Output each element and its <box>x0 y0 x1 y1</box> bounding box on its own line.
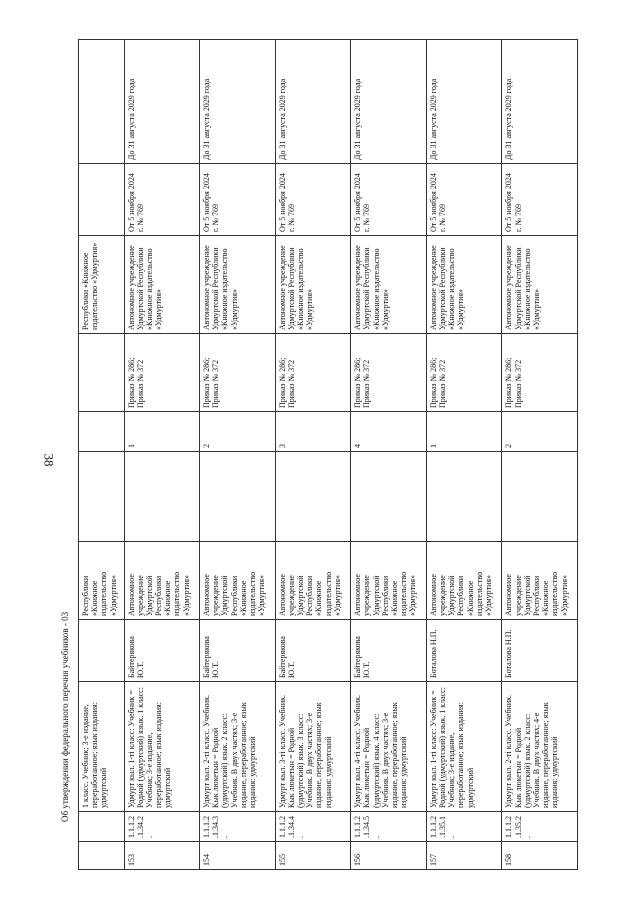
table-row <box>275 40 351 870</box>
cell-order: Приказ № 286; Приказ № 372 <box>200 334 276 412</box>
cell-publisher: Автономное учреждение Удмуртской Республики «Книжное издательство «Удмуртия» <box>426 542 502 620</box>
cell-term <box>79 40 125 164</box>
cell-date: От 5 ноября 2024 г. № 769 <box>351 164 427 236</box>
cell-order: Приказ № 286; Приказ № 372 <box>502 334 578 412</box>
cell-rights: Автономное учреждение Удмуртской Республики «Книжное издательство «Удмуртия» <box>200 236 276 334</box>
cell-date: От 5 ноября 2024 г. № 769 <box>275 164 351 236</box>
cell-author: Боталова Н.П. <box>426 620 502 682</box>
cell-code <box>79 812 125 842</box>
cell-term: До 31 августа 2029 года <box>124 40 200 164</box>
cell-title: 1 класс. Учебник; 3-е издание, переработанное; язык издания: удмуртский <box>79 682 125 812</box>
cell-rights: Автономное учреждение Удмуртской Республики «Книжное издательство «Удмуртия» <box>124 236 200 334</box>
cell-code: 1.1.1.2.1.35.1. <box>426 812 502 842</box>
cell-part: 2 <box>502 412 578 452</box>
cell-date: От 5 ноября 2024 г. № 769 <box>200 164 276 236</box>
registry-table <box>78 39 578 870</box>
cell-publisher: Республики «Книжное издательство «Удмуртия» <box>79 542 125 620</box>
cell-date <box>79 164 125 236</box>
registry-table-wrapper <box>78 40 578 870</box>
table-row <box>200 40 276 870</box>
cell-part: 4 <box>351 412 427 452</box>
table-row <box>351 40 427 870</box>
cell-title: Удмурт кыл. 2-ті класс. Учебник. Кык люкетын = Родной (удмуртский) язык. 2 класс: Учебник. В двух частях; 4-е издание, переработанное; язык издания: удмуртский <box>502 682 578 812</box>
cell-empty <box>351 452 427 542</box>
cell-title: Удмурт кыл. 1-ті класс: Учебник = Родной (удмуртский) язык. 1 класс: Учебник; 3-е издание, переработанное; язык издания: удмуртский <box>426 682 502 812</box>
cell-rights: Автономное учреждение Удмуртской Республики «Книжное издательство «Удмуртия» <box>351 236 427 334</box>
cell-term: До 31 августа 2029 года <box>200 40 276 164</box>
cell-rights: Республики «Книжное издательство «Удмуртия» <box>79 236 125 334</box>
cell-code: 1.1.1.2.1.35.2. <box>502 812 578 842</box>
cell-author: Боталова Н.П. <box>502 620 578 682</box>
cell-rights: Автономное учреждение Удмуртской Республики «Книжное издательство «Удмуртия» <box>275 236 351 334</box>
cell-order: Приказ № 286; Приказ № 372 <box>426 334 502 412</box>
cell-empty <box>124 452 200 542</box>
cell-title: Удмурт кыл. 4-ті класс. Учебник. Кык люкетын = Родной (удмуртский) язык. 4 класс: Учебник. В двух частях; 3-е издание, переработанное; язык издания: удмуртский <box>351 682 427 812</box>
table-row <box>502 40 578 870</box>
cell-empty <box>502 452 578 542</box>
cell-num: 157 <box>426 842 502 870</box>
cell-order <box>79 334 125 412</box>
cell-rights: Автономное учреждение Удмуртской Республики «Книжное издательство «Удмуртия» <box>426 236 502 334</box>
cell-publisher: Автономное учреждение Удмуртской Республики «Книжное издательство «Удмуртия» <box>124 542 200 620</box>
cell-author: Байтерякова Ю.Т. <box>351 620 427 682</box>
cell-term: До 31 августа 2029 года <box>502 40 578 164</box>
cell-num: 156 <box>351 842 427 870</box>
table-row <box>426 40 502 870</box>
cell-author: Байтерякова Ю.Т. <box>275 620 351 682</box>
cell-part: 3 <box>275 412 351 452</box>
cell-num: 155 <box>275 842 351 870</box>
cell-author: Байтерякова Ю.Т. <box>124 620 200 682</box>
cell-publisher: Автономное учреждение Удмуртской Республики «Книжное издательство «Удмуртия» <box>275 542 351 620</box>
cell-order: Приказ № 286; Приказ № 372 <box>124 334 200 412</box>
cell-code: 1.1.1.2.1.34.5. <box>351 812 427 842</box>
cell-empty <box>200 452 276 542</box>
cell-order: Приказ № 286; Приказ № 372 <box>275 334 351 412</box>
cell-empty <box>426 452 502 542</box>
cell-term: До 31 августа 2029 года <box>275 40 351 164</box>
cell-title: Удмурт кыл. 1-ті класс: Учебник = Родной (удмуртский) язык. 1 класс: Учебник; 3-е издание, переработанное; язык издания: удмуртский <box>124 682 200 812</box>
cell-date: От 5 ноября 2024 г. № 769 <box>426 164 502 236</box>
cell-num <box>79 842 125 870</box>
footer-text: Об утверждении федерального перечня учебников - 03 <box>60 611 70 822</box>
cell-part <box>79 412 125 452</box>
cell-code: 1.1.1.2.1.34.4. <box>275 812 351 842</box>
cell-publisher: Автономное учреждение Удмуртской Республики «Книжное издательство «Удмуртия» <box>200 542 276 620</box>
cell-publisher: Автономное учреждение Удмуртской Республики «Книжное издательство «Удмуртия» <box>502 542 578 620</box>
cell-code: 1.1.1.2.1.34.3. <box>200 812 276 842</box>
cell-date: От 5 ноября 2024 г. № 769 <box>124 164 200 236</box>
cell-part: 2 <box>200 412 276 452</box>
cell-publisher: Автономное учреждение Удмуртской Республики «Книжное издательство «Удмуртия» <box>351 542 427 620</box>
cell-author: Байтерякова Ю.Т. <box>200 620 276 682</box>
cell-num: 158 <box>502 842 578 870</box>
cell-term: До 31 августа 2029 года <box>351 40 427 164</box>
cell-title: Удмурт кыл. 2-ті класс. Учебник. Кык люкетын = Родной (удмуртский) язык. 2 класс: Учебник. В двух частях; 3-е издание, переработанное; язык издания: удмуртский <box>200 682 276 812</box>
cell-part: 1 <box>124 412 200 452</box>
table-row <box>124 40 200 870</box>
cell-empty <box>79 452 125 542</box>
cell-code: 1.1.1.2.1.34.2. <box>124 812 200 842</box>
cell-date: От 5 ноября 2024 г. № 769 <box>502 164 578 236</box>
cell-num: 154 <box>200 842 276 870</box>
continuation-row <box>79 40 125 870</box>
cell-num: 153 <box>124 842 200 870</box>
cell-title: Удмурт кыл. 3-ті класс. Учебник. Кык люкетын = Родной (удмуртский) язык. 3 класс: Учебник. В двух частях; 3-е издание, переработанное; язык издания: удмуртский <box>275 682 351 812</box>
cell-order: Приказ № 286; Приказ № 372 <box>351 334 427 412</box>
cell-part: 1 <box>426 412 502 452</box>
cell-term: До 31 августа 2029 года <box>426 40 502 164</box>
page-number: 38 <box>41 453 57 467</box>
cell-rights: Автономное учреждение Удмуртской Республики «Книжное издательство «Удмуртия» <box>502 236 578 334</box>
cell-author <box>79 620 125 682</box>
cell-empty <box>275 452 351 542</box>
